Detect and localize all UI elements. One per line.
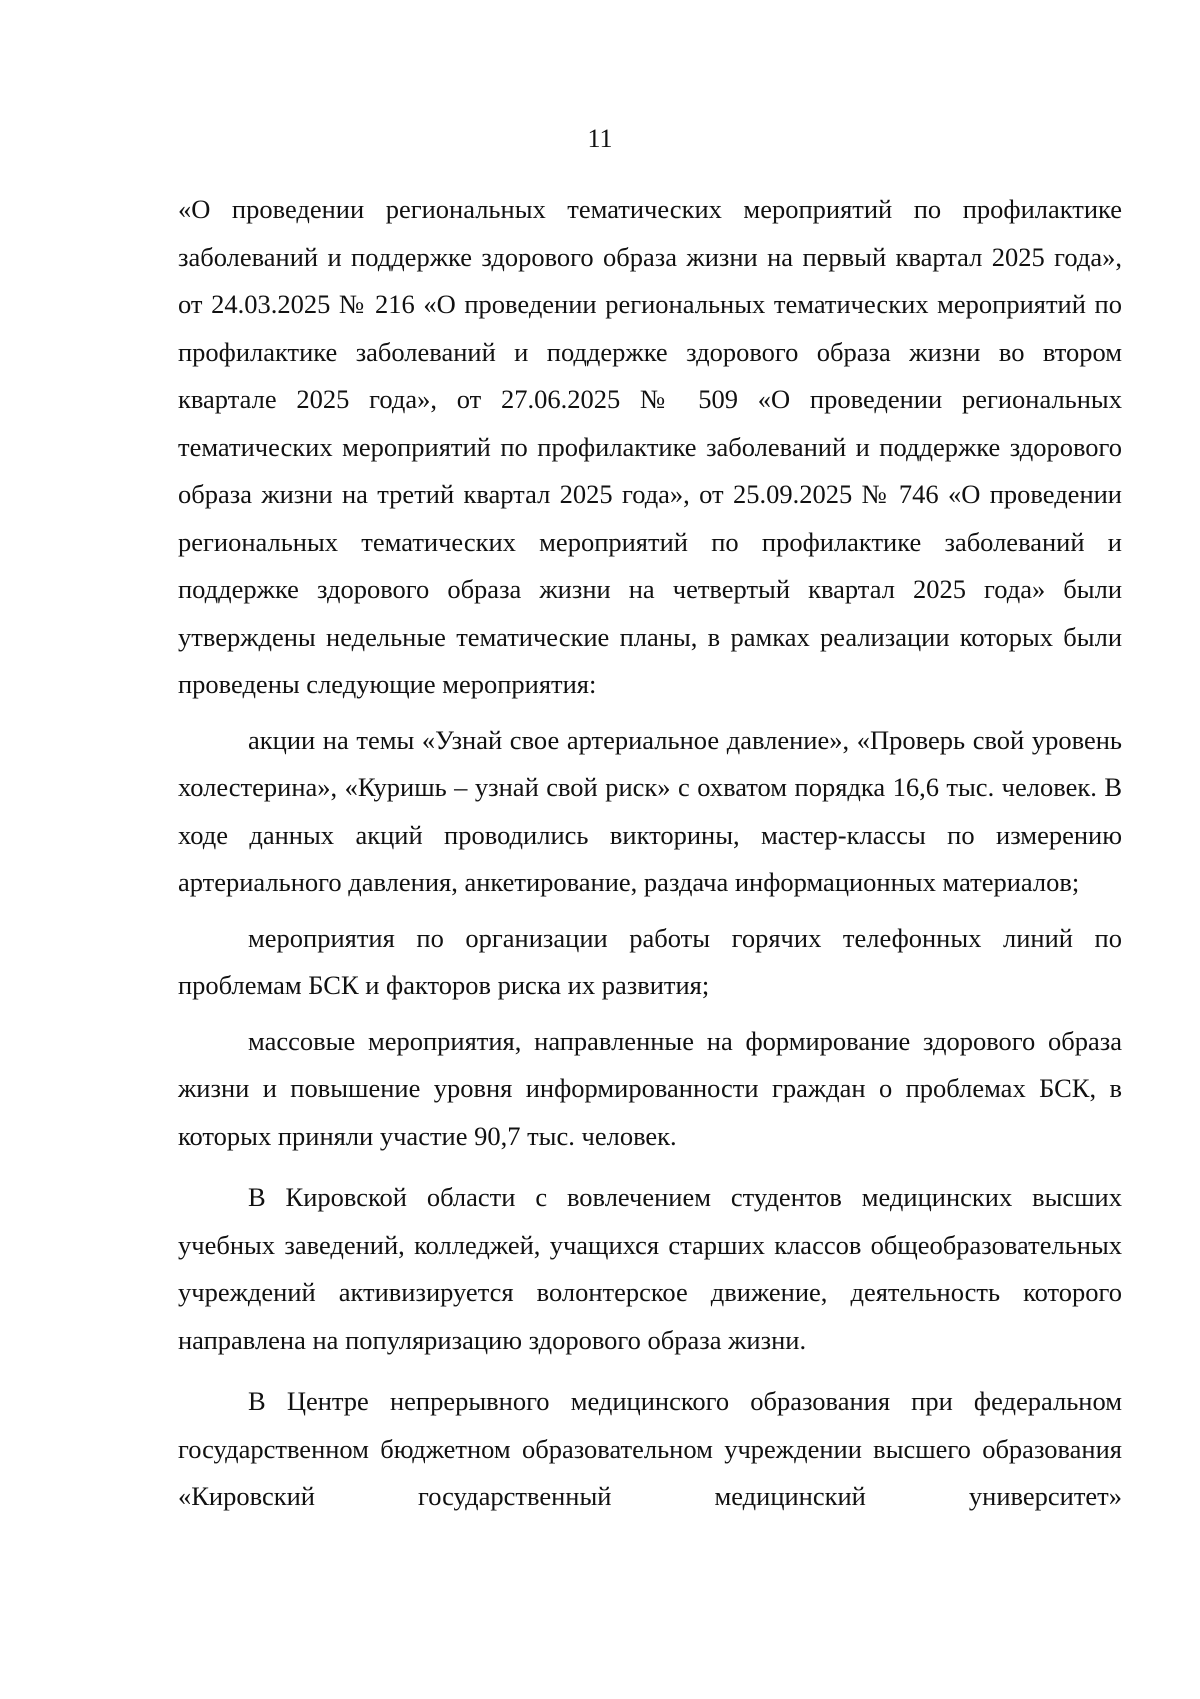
paragraph-education-center: В Центре непрерывного медицинского образования при федеральном государственном бюджетном образовательном учреждении высшего образования «Кировский государственный медицинский университет» <box>178 1386 1122 1511</box>
paragraph-hotlines: мероприятия по организации работы горячих телефонных линий по проблемам БСК и факторов риска их развития; <box>178 922 1122 1000</box>
paragraph-volunteers: В Кировской области с вовлечением студентов медицинских высших учебных заведений, колледжей, учащихся старших классов общеобразовательных учреждений активизируется волонтерское движение, деятельность которого направлена на популяризацию здорового образа жизни. <box>178 1182 1122 1355</box>
paragraph-mass-events: массовые мероприятия, направленные на формирование здорового образа жизни и повышение уровня информированности граждан о проблемах БСК, в которых приняли участие 90,7 тыс. человек. <box>178 1025 1122 1151</box>
paragraph-orders-list: «О проведении региональных тематических мероприятий по профилактике заболеваний и поддержке здорового образа жизни на первый квартал 2025 года», от 24.03.2025 № 216 «О проведении региональных тематических мероприятий по профилактике заболеваний и поддержке здорового образа жизни во втором квартале 2025 года», от 27.06.2025 № 509 «О проведении региональных тематических мероприятий по профилактике заболеваний и поддержке здорового образа жизни на третий квартал 2025 года», от 25.09.2025 № 746 «О проведении региональных тематических мероприятий по профилактике заболеваний и поддержке здорового образа жизни на четвертый квартал 2025 года» были утверждены недельные тематические планы, в рамках реализации которых были проведены следующие мероприятия: <box>178 194 1122 699</box>
paragraph-actions: акции на темы «Узнай свое артериальное давление», «Проверь свой уровень холестерина», «Куришь – узнай свой риск» с охватом порядка 16,6 тыс. человек. В ходе данных акций проводились викторины, мастер-классы по измерению артериального давления, анкетирование, раздача информационных материалов; <box>178 724 1122 897</box>
document-body <box>178 186 1122 1521</box>
page-number: 11 <box>587 124 613 153</box>
